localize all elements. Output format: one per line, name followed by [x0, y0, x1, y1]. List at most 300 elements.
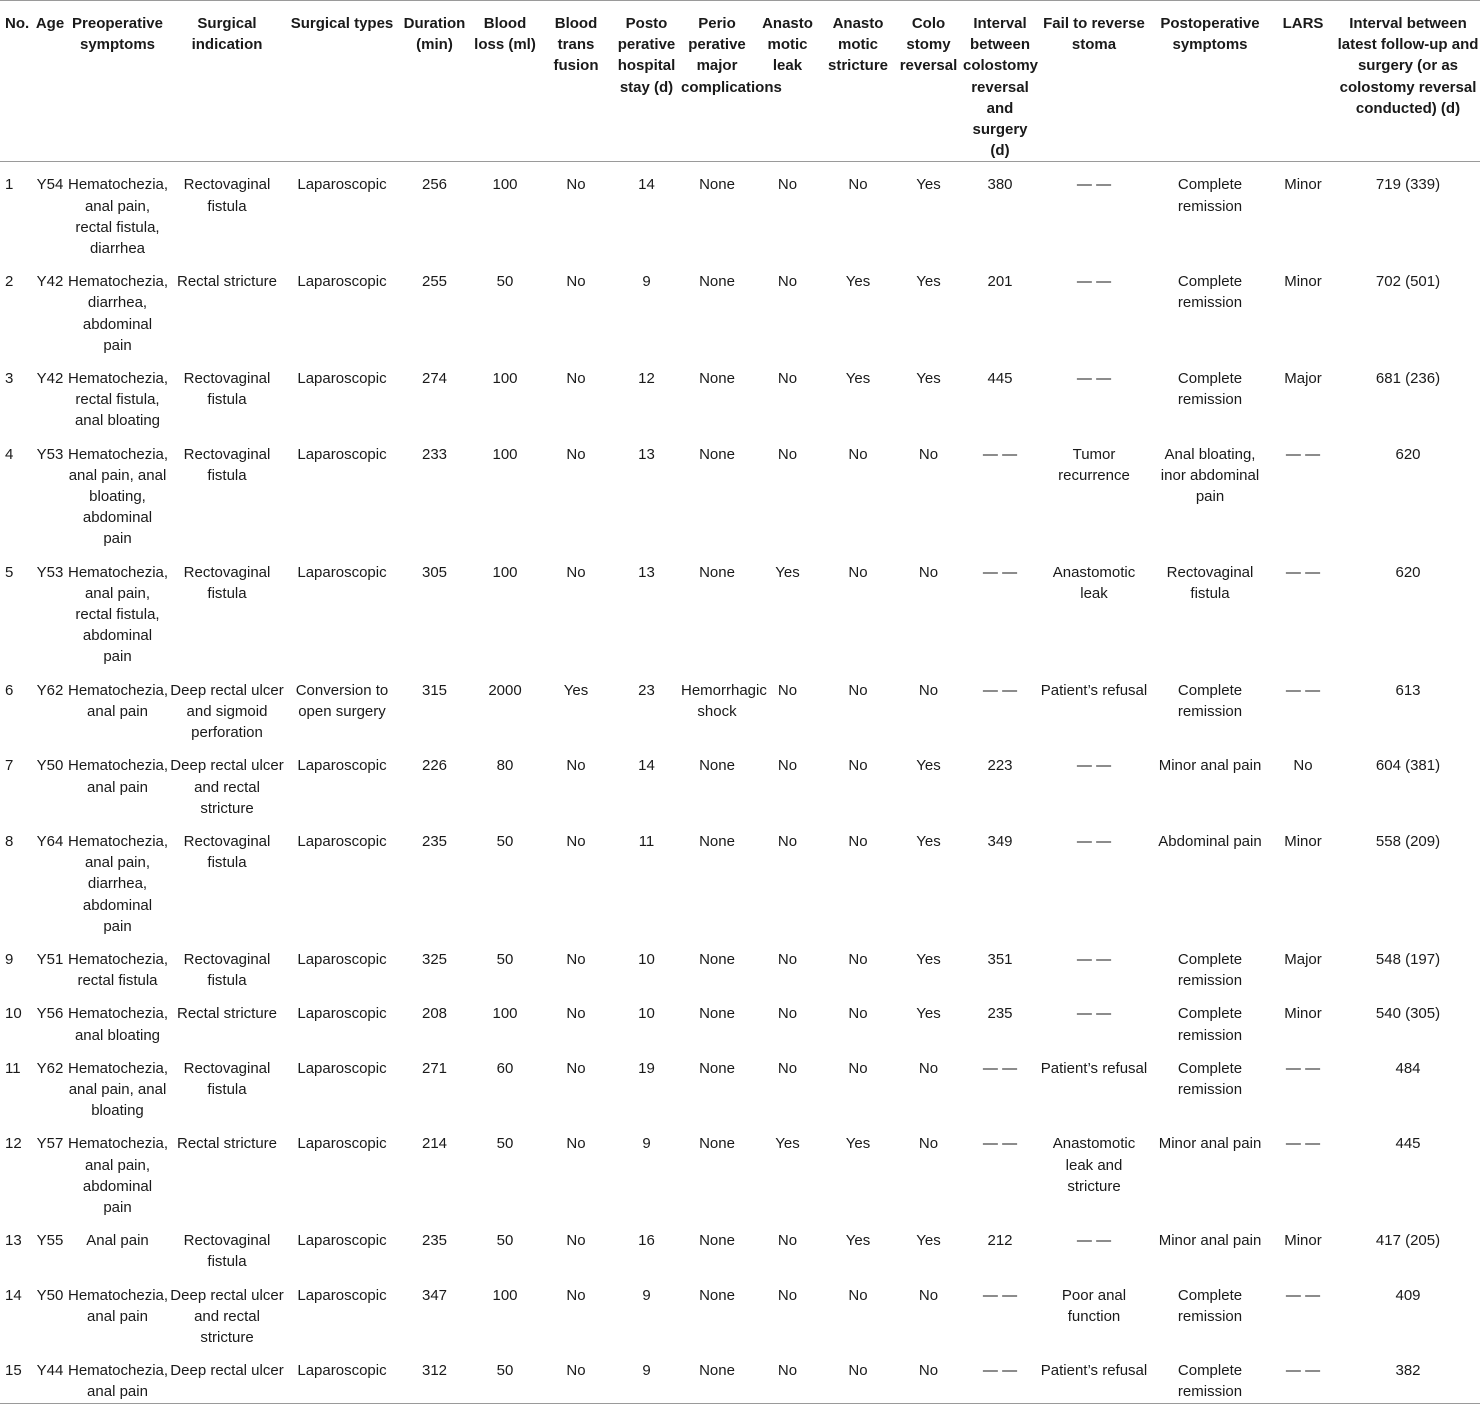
table-cell: 23 — [638, 681, 655, 699]
table-cell: No — [566, 176, 586, 194]
table-cell: 12 — [638, 370, 655, 388]
table-cell: 12 — [5, 1135, 22, 1153]
table-cell: No — [918, 1135, 939, 1153]
table-cell: Deep rectal ulcer and rectal stricture — [170, 1286, 284, 1346]
table-cell: 226 — [421, 757, 448, 775]
table-cell: — — — [982, 1286, 1018, 1304]
table-cell: Y53 — [36, 445, 64, 463]
table-cell: Hematochezia, anal pain, anal bloating, abdominal pain — [68, 445, 169, 548]
table-cell: Yes — [916, 176, 941, 194]
table-cell: 8 — [5, 832, 14, 850]
table-cell: 604 (381) — [1375, 757, 1441, 775]
table-cell: 235 — [421, 1232, 448, 1250]
table-cell: Patient’s refusal — [1040, 1059, 1148, 1077]
table-cell: Rectovaginal fistula — [183, 1059, 271, 1098]
table-cell: Yes — [845, 1232, 871, 1250]
table-cell: 4 — [5, 445, 14, 463]
table-cell: No — [566, 445, 586, 463]
table-cell: Yes — [775, 1135, 800, 1153]
table-cell: 719 (339) — [1375, 176, 1441, 194]
column-header: Interval between latest follow-up and surgery (or as colostomy reversal conducted) (d) — [1336, 1, 1480, 162]
table-row — [0, 819, 1480, 937]
table-cell: Conversion to open surgery — [295, 681, 389, 720]
column-header: Blood loss (ml) — [471, 1, 539, 162]
table-cell: Y42 — [36, 370, 64, 388]
table-cell: Laparoscopic — [297, 1232, 387, 1250]
table-cell: 212 — [987, 1232, 1013, 1250]
table-cell: No — [848, 950, 868, 968]
table-cell: None — [680, 1348, 754, 1403]
table-cell: No — [777, 1232, 798, 1250]
table-cell: 702 (501) — [1375, 273, 1441, 291]
table-cell: No — [848, 563, 868, 581]
table-cell: 100 — [492, 176, 518, 194]
table-cell: Laparoscopic — [297, 832, 387, 850]
table-cell: 233 — [421, 445, 448, 463]
table-cell: No — [777, 445, 798, 463]
table-cell: 445 — [987, 370, 1013, 388]
table-cell: Patient’s refusal — [1040, 681, 1148, 699]
table-cell: Patient’s refusal — [1038, 1348, 1150, 1403]
table-cell: Hemorrhagic shock — [681, 681, 767, 720]
table-row — [0, 432, 1480, 550]
table-cell: 1 — [5, 176, 14, 194]
column-header: Anasto motic stricture — [821, 1, 895, 162]
table-cell: 380 — [987, 176, 1013, 194]
table-cell: 11 — [638, 832, 655, 850]
table-cell: Y51 — [36, 950, 64, 968]
table-cell: Yes — [845, 370, 871, 388]
table-cell: None — [699, 1232, 735, 1250]
table-cell: Hematochezia, anal pain — [67, 1348, 168, 1403]
table-cell: Rectovaginal fistula — [183, 176, 271, 215]
table-cell: Major — [1284, 950, 1322, 968]
table-cell: 409 — [1395, 1286, 1421, 1304]
table-cell: Laparoscopic — [297, 445, 387, 463]
table-cell: No — [777, 757, 798, 775]
table-cell: Laparoscopic — [297, 950, 387, 968]
table-cell: No — [848, 1286, 868, 1304]
table-cell: 620 — [1395, 445, 1421, 463]
table-cell: Minor — [1284, 832, 1322, 850]
table-cell: Yes — [916, 273, 941, 291]
table-cell: 201 — [987, 273, 1013, 291]
table-cell: 10 — [638, 950, 655, 968]
table-row — [0, 1273, 1480, 1349]
table-cell: Rectal stricture — [176, 1135, 278, 1153]
table-cell: Complete remission — [1177, 681, 1243, 720]
table-cell: — — — [1285, 1059, 1321, 1077]
table-cell: Laparoscopic — [297, 1286, 387, 1304]
table-cell: No — [777, 273, 798, 291]
table-cell: Yes — [916, 832, 941, 850]
table-cell: 14 — [638, 757, 655, 775]
table-cell: 100 — [492, 370, 518, 388]
table-cell: Rectovaginal fistula — [183, 950, 271, 990]
table-body — [0, 162, 1480, 1403]
table-cell: Hematochezia, anal pain — [68, 1286, 169, 1325]
table-row — [0, 668, 1480, 744]
table-cell: Minor anal pain — [1158, 1232, 1262, 1250]
table-cell: No — [777, 950, 798, 968]
table-cell: No — [918, 681, 939, 699]
table-cell: None — [699, 273, 735, 291]
table-row — [0, 1046, 1480, 1122]
table-cell: No — [566, 1232, 586, 1250]
table-cell: 10 — [5, 1005, 22, 1023]
table-cell: — — — [1076, 757, 1112, 775]
table-cell: Rectovaginal fistula — [183, 832, 271, 872]
table-cell: No — [918, 1059, 939, 1077]
table-cell: Y56 — [36, 1005, 64, 1023]
table-cell: Anastomotic leak — [1052, 563, 1136, 602]
table-cell: 223 — [987, 757, 1013, 775]
table-cell: Laparoscopic — [297, 1005, 387, 1023]
table-row — [0, 259, 1480, 356]
table-cell: No — [848, 176, 868, 194]
table-cell: Deep rectal ulcer — [168, 1348, 286, 1403]
table-cell: No — [848, 1005, 868, 1023]
table-cell: — — — [962, 1348, 1038, 1403]
table-cell: None — [699, 832, 735, 850]
table-row — [0, 1348, 1480, 1403]
table-row — [0, 162, 1480, 259]
table-cell: Complete remission — [1177, 1005, 1243, 1044]
table-cell: Complete remission — [1177, 950, 1243, 990]
table-cell: No — [848, 1059, 868, 1077]
table-cell: Major — [1284, 370, 1322, 388]
table-cell: Laparoscopic — [297, 757, 387, 775]
table-cell: Y50 — [36, 1286, 64, 1304]
table-cell: Y42 — [36, 273, 64, 291]
table-cell: Yes — [916, 757, 941, 775]
table-cell: — — — [1076, 1005, 1112, 1023]
table-cell: Y62 — [36, 1059, 64, 1077]
table-cell: Laparoscopic — [297, 1135, 387, 1153]
table-cell: 11 — [5, 1059, 21, 1077]
table-cell: 235 — [421, 832, 448, 850]
table-cell: No — [539, 1348, 613, 1403]
table-cell: Tumor recurrence — [1058, 445, 1130, 484]
table-cell: No — [895, 1348, 962, 1403]
table-cell: 305 — [421, 563, 448, 581]
table-cell: No — [566, 1059, 586, 1077]
table-cell: 9 — [642, 1135, 651, 1153]
table-cell: 347 — [421, 1286, 448, 1304]
table-cell: No — [566, 757, 586, 775]
table-cell: — — — [1076, 370, 1112, 388]
table-row — [0, 356, 1480, 432]
table-cell: No — [566, 950, 586, 968]
table-cell: Yes — [916, 1005, 941, 1023]
table-cell: Laparoscopic — [297, 176, 387, 194]
table-cell: Rectovaginal fistula — [183, 1232, 271, 1271]
table-cell: No — [566, 1005, 586, 1023]
table-cell: No — [566, 1135, 586, 1153]
table-cell: Y64 — [36, 832, 64, 850]
table-cell: 13 — [638, 563, 655, 581]
table-cell: 50 — [496, 832, 514, 850]
table-cell: Rectovaginal fistula — [183, 370, 271, 409]
table-cell: Y57 — [36, 1135, 64, 1153]
column-header: Interval between colostomy reversal and surgery (d) — [962, 1, 1038, 162]
table-cell: Rectovaginal fistula — [183, 563, 271, 602]
table-cell: Yes — [775, 563, 800, 581]
table-cell: — — — [982, 445, 1018, 463]
table-cell: Complete remission — [1177, 1059, 1243, 1098]
table-cell: Minor anal pain — [1158, 1135, 1262, 1153]
table-cell: Yes — [845, 1135, 871, 1153]
table-cell: No — [777, 832, 798, 850]
table-cell: — — — [1285, 1135, 1321, 1153]
table-cell: 100 — [492, 563, 518, 581]
column-header: Age — [33, 1, 67, 162]
table-cell: 50 — [496, 1135, 514, 1153]
table-cell: 19 — [638, 1059, 655, 1077]
table-cell: Laparoscopic — [286, 1348, 398, 1403]
table-cell: No — [777, 1059, 798, 1077]
table-cell: Complete remission — [1177, 273, 1243, 312]
table-cell: Complete remission — [1177, 1286, 1243, 1325]
table-cell: Y54 — [36, 176, 64, 194]
table-cell: 315 — [421, 681, 448, 699]
table-cell: Hematochezia, anal bloating — [68, 1005, 169, 1044]
table-cell: 13 — [638, 445, 655, 463]
table-row — [0, 937, 1480, 991]
table-cell: No — [566, 370, 586, 388]
table-cell: 10 — [638, 1005, 655, 1023]
table-cell: None — [699, 1286, 735, 1304]
table-cell: 681 (236) — [1375, 370, 1441, 388]
table-cell: — — — [1285, 563, 1321, 581]
column-header: Preoperative symptoms — [67, 1, 168, 162]
table-cell: Anal pain — [86, 1232, 149, 1250]
table-cell: Y55 — [36, 1232, 64, 1250]
table-cell: 271 — [421, 1059, 448, 1077]
table-cell: 325 — [421, 950, 448, 968]
table-cell: 540 (305) — [1375, 1005, 1441, 1023]
table-cell: Minor — [1284, 1232, 1322, 1250]
table-cell: 80 — [496, 757, 514, 775]
table-cell: Laparoscopic — [297, 563, 387, 581]
table-cell: — — — [1270, 1348, 1336, 1403]
table-cell: Yes — [916, 950, 941, 968]
table-cell: Yes — [563, 681, 589, 699]
table-cell: 620 — [1395, 563, 1421, 581]
column-header: Surgical indication — [168, 1, 286, 162]
table-cell: Y53 — [36, 563, 64, 581]
table-cell: 50 — [471, 1348, 539, 1403]
table-cell: No — [777, 1005, 798, 1023]
table-cell: 351 — [987, 950, 1013, 968]
table-cell: None — [699, 950, 735, 968]
table-cell: 208 — [421, 1005, 448, 1023]
table-cell: No — [918, 445, 939, 463]
table-cell: No — [566, 832, 586, 850]
table-cell: — — — [1076, 176, 1112, 194]
table-cell: 9 — [642, 1286, 651, 1304]
table-cell: Laparoscopic — [297, 1059, 387, 1077]
table-cell: Minor — [1284, 1005, 1322, 1023]
table-cell: 50 — [496, 1232, 514, 1250]
column-header: Fail to reverse stoma — [1038, 1, 1150, 162]
table-cell: 256 — [421, 176, 448, 194]
table-cell: 100 — [492, 1005, 518, 1023]
table-cell: — — — [1076, 1232, 1112, 1250]
table-cell: Hematochezia, anal pain, rectal fistula, diarrhea — [68, 176, 169, 258]
table-cell: 9 — [642, 273, 651, 291]
table-cell: Complete remission — [1177, 176, 1243, 215]
table-cell: No — [1293, 757, 1313, 775]
table-cell: 100 — [492, 1286, 518, 1304]
table-cell: 3 — [5, 370, 14, 388]
table-cell: No — [918, 563, 939, 581]
table-cell: Minor — [1284, 273, 1322, 291]
table-cell: Hematochezia, rectal fistula — [68, 950, 169, 990]
table-cell: Laparoscopic — [297, 370, 387, 388]
table-cell: 6 — [5, 681, 14, 699]
table-cell: Minor anal pain — [1158, 757, 1262, 775]
table-cell: None — [699, 1005, 735, 1023]
table-cell: Hematochezia, anal pain — [68, 757, 169, 796]
table-cell: Y50 — [36, 757, 64, 775]
table-cell: Hematochezia, anal pain, anal bloating — [68, 1059, 169, 1120]
table-cell: 312 — [398, 1348, 471, 1403]
table-cell: 214 — [421, 1135, 448, 1153]
table-cell: — — — [1285, 681, 1321, 699]
table-cell: — — — [982, 1059, 1018, 1077]
table-cell: 60 — [496, 1059, 514, 1077]
table-cell: — — — [1285, 1286, 1321, 1304]
column-header: Blood trans fusion — [539, 1, 613, 162]
table-cell: — — — [1285, 445, 1321, 463]
table-cell: 50 — [496, 950, 514, 968]
table-cell: — — — [1076, 273, 1112, 291]
table-cell: Deep rectal ulcer and sigmoid perforation — [170, 681, 284, 742]
column-header: No. — [0, 1, 33, 162]
table-cell: None — [699, 445, 735, 463]
table-cell: No — [566, 273, 586, 291]
table-cell: Anastomotic leak and stricture — [1052, 1135, 1136, 1195]
table-cell: 255 — [421, 273, 448, 291]
table-cell: 417 (205) — [1375, 1232, 1441, 1250]
table-cell: Minor — [1284, 176, 1322, 194]
table-cell: Complete remission — [1150, 1348, 1270, 1403]
table-cell: 13 — [5, 1232, 22, 1250]
table-cell: Hematochezia, rectal fistula, anal bloating — [68, 370, 169, 430]
table-cell: Abdominal pain — [1158, 832, 1262, 850]
table-cell: Complete remission — [1177, 370, 1243, 409]
table-cell: Yes — [845, 273, 871, 291]
table-cell: None — [699, 1059, 735, 1077]
table-cell: 9 — [5, 950, 14, 968]
table-cell: 14 — [5, 1286, 22, 1304]
table-cell: 558 (209) — [1375, 832, 1441, 850]
table-cell: 349 — [987, 832, 1013, 850]
table-cell: 15 — [0, 1348, 33, 1403]
table-cell: 100 — [492, 445, 518, 463]
column-header: Posto perative hospital stay (d) — [613, 1, 680, 162]
table-cell: 235 — [987, 1005, 1013, 1023]
column-header: Colo stomy reversal — [895, 1, 962, 162]
table-cell: Hematochezia, anal pain, diarrhea, abdominal pain — [68, 832, 169, 935]
table-cell: No — [777, 1286, 798, 1304]
table-cell: — — — [982, 1135, 1018, 1153]
column-header: Postoperative symptoms — [1150, 1, 1270, 162]
table-cell: 50 — [496, 273, 514, 291]
table-cell: No — [777, 681, 798, 699]
table-cell: No — [777, 370, 798, 388]
header-row — [0, 1, 1480, 162]
table-cell: Rectal stricture — [176, 1005, 278, 1023]
table-cell: No — [821, 1348, 895, 1403]
table-cell: Yes — [916, 370, 941, 388]
table-cell: 548 (197) — [1375, 950, 1441, 968]
table-cell: None — [699, 176, 735, 194]
table-cell: 14 — [638, 176, 655, 194]
table-cell: No — [918, 1286, 939, 1304]
table-cell: — — — [982, 563, 1018, 581]
table-cell: None — [699, 1135, 735, 1153]
column-header: Duration (min) — [398, 1, 471, 162]
table-cell: 484 — [1395, 1059, 1421, 1077]
table-header — [0, 1, 1480, 162]
table-cell: Y44 — [33, 1348, 67, 1403]
table-cell: No — [777, 176, 798, 194]
table-row — [0, 991, 1480, 1045]
table-row — [0, 743, 1480, 819]
table-cell: Rectovaginal fistula — [1166, 563, 1254, 602]
table-cell: Hematochezia, anal pain — [68, 681, 169, 720]
table-cell: Y62 — [36, 681, 64, 699]
table-cell: 613 — [1395, 681, 1421, 699]
table-cell: Anal bloating, inor abdominal pain — [1160, 445, 1260, 506]
table-cell: — — — [1076, 832, 1112, 850]
table-cell: None — [699, 757, 735, 775]
table-cell: 7 — [5, 757, 14, 775]
table-row — [0, 1218, 1480, 1272]
table-cell: No — [848, 832, 868, 850]
table-cell: Hematochezia, anal pain, abdominal pain — [68, 1135, 169, 1216]
table-row — [0, 550, 1480, 668]
table-cell: 9 — [613, 1348, 680, 1403]
table-cell: 382 — [1336, 1348, 1480, 1403]
table-cell: None — [699, 563, 735, 581]
table-row — [0, 1121, 1480, 1218]
table-cell: — — — [1076, 950, 1112, 968]
table-cell: Rectal stricture — [176, 273, 278, 291]
table-cell: Yes — [916, 1232, 941, 1250]
table-cell: 16 — [638, 1232, 655, 1250]
column-header: Perio perative major complications — [680, 1, 754, 162]
table-cell: 274 — [421, 370, 448, 388]
table-cell: Hematochezia, anal pain, rectal fistula, abdominal pain — [68, 563, 169, 666]
column-header: Anasto motic leak — [754, 1, 821, 162]
column-header: Surgical types — [286, 1, 398, 162]
table-cell: 2 — [5, 273, 14, 291]
table-cell: — — — [982, 681, 1018, 699]
table-cell: 445 — [1395, 1135, 1421, 1153]
table-cell: Laparoscopic — [297, 273, 387, 291]
table-cell: No — [848, 681, 868, 699]
table-cell: Hematochezia, diarrhea, abdominal pain — [68, 273, 169, 354]
table-cell: 5 — [5, 563, 14, 581]
table-cell: 2000 — [488, 681, 522, 699]
table-cell: Rectovaginal fistula — [183, 445, 271, 484]
table-cell: No — [566, 1286, 586, 1304]
table-cell: No — [754, 1348, 821, 1403]
table-cell: No — [848, 445, 868, 463]
